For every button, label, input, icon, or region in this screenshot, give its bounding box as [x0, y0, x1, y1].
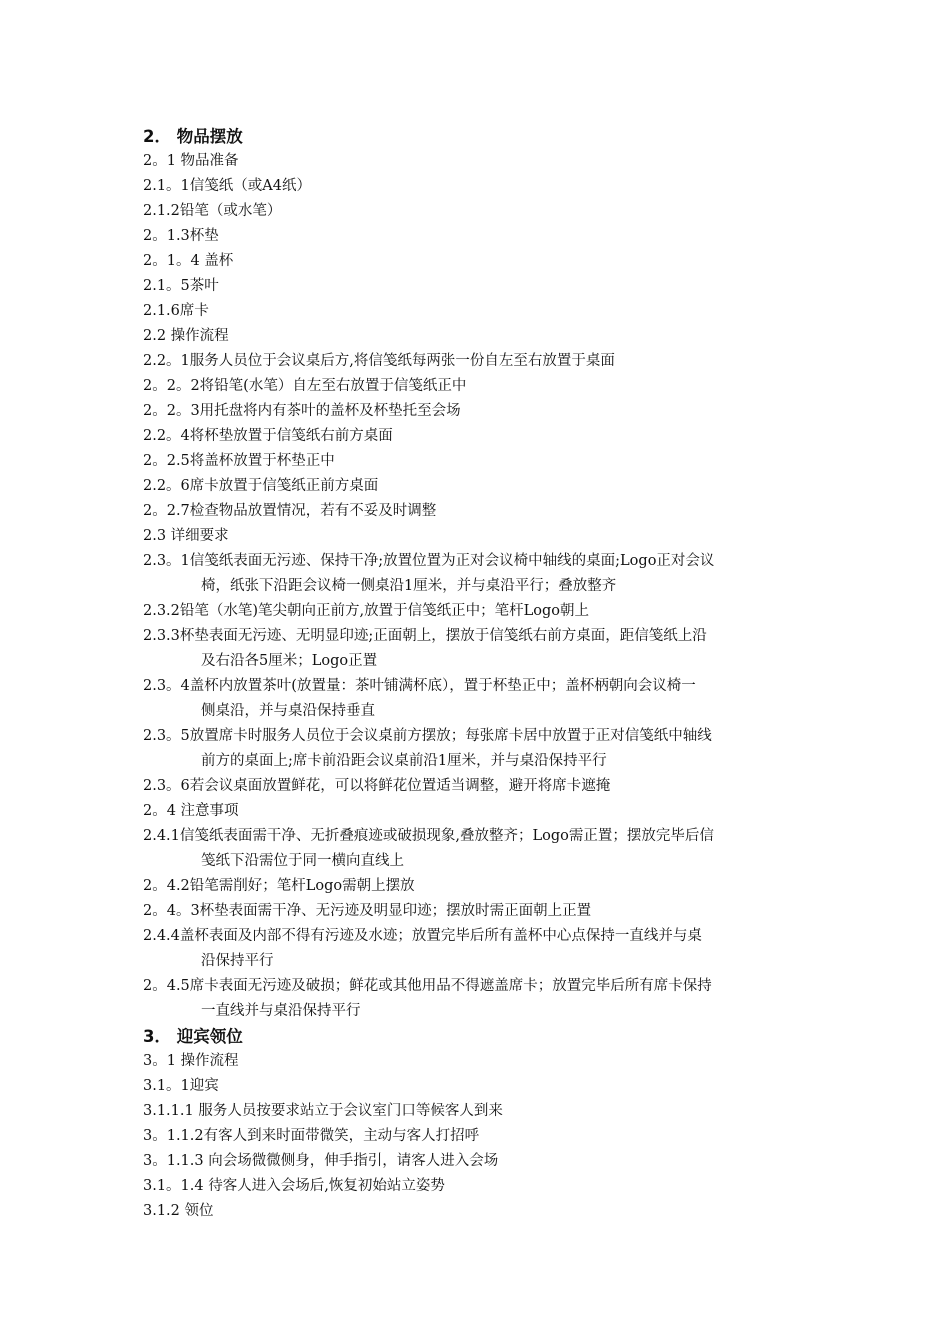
text-line: 3.1.1.1 服务人员按要求站立于会议室门口等候客人到来 [143, 1103, 503, 1119]
text-line: 3.1。1迎宾 [143, 1078, 219, 1094]
document-body [143, 124, 815, 1224]
text-line: 2.1。1信笺纸（或A4纸） [143, 178, 311, 194]
text-line: 2.1.2铅笔（或水笔） [143, 203, 282, 219]
text-line: 2.2。6席卡放置于信笺纸正前方桌面 [143, 478, 379, 494]
text-line: 3。1 操作流程 [143, 1053, 239, 1069]
text-line: 2.3 详细要求 [143, 528, 229, 544]
text-line: 2.4.1信笺纸表面需干净、无折叠痕迹或破损现象,叠放整齐；Logo需正置；摆放完毕后信 [143, 828, 714, 844]
text-line-continuation: 侧桌沿，并与桌沿保持垂直 [201, 703, 375, 719]
text-line: 2.3。5放置席卡时服务人员位于会议桌前方摆放；每张席卡居中放置于正对信笺纸中轴线 [143, 728, 712, 744]
text-line-continuation: 前方的桌面上;席卡前沿距会议桌前沿1厘米，并与桌沿保持平行 [201, 753, 607, 769]
text-line: 3.1.2 领位 [143, 1203, 214, 1219]
text-line: 2.2。4将杯垫放置于信笺纸右前方桌面 [143, 428, 393, 444]
text-line: 3。1.1.3 向会场微微侧身，伸手指引，请客人进入会场 [143, 1153, 499, 1169]
text-line: 2。4.5席卡表面无污迹及破损；鲜花或其他用品不得遮盖席卡；放置完毕后所有席卡保持 [143, 978, 712, 994]
text-line: 2。2。3用托盘将内有茶叶的盖杯及杯垫托至会场 [143, 403, 461, 419]
section-heading: 2． 物品摆放 [143, 127, 243, 146]
section-heading: 3． 迎宾领位 [143, 1027, 243, 1046]
text-line-continuation: 及右沿各5厘米；Logo正置 [201, 653, 378, 669]
text-line: 2。2.5将盖杯放置于杯垫正中 [143, 453, 335, 469]
text-line: 3。1.1.2有客人到来时面带微笑，主动与客人打招呼 [143, 1128, 480, 1144]
text-line: 2。1 物品准备 [143, 153, 239, 169]
text-line: 2。1。4 盖杯 [143, 253, 234, 269]
text-line: 3.1。1.4 待客人进入会场后,恢复初始站立姿势 [143, 1178, 445, 1194]
text-line: 2.3。1信笺纸表面无污迹、保持干净;放置位置为正对会议椅中轴线的桌面;Logo正对会议 [143, 553, 715, 569]
text-line: 2.1。5茶叶 [143, 278, 219, 294]
text-line: 2。4。3杯垫表面需干净、无污迹及明显印迹；摆放时需正面朝上正置 [143, 903, 592, 919]
text-line: 2。4 注意事项 [143, 803, 239, 819]
text-line: 2.3。4盖杯内放置茶叶(放置量：茶叶铺满杯底），置于杯垫正中；盖杯柄朝向会议椅一 [143, 678, 696, 694]
text-line: 2.1.6席卡 [143, 303, 209, 319]
text-line: 2.3.3杯垫表面无污迹、无明显印迹;正面朝上，摆放于信笺纸右前方桌面，距信笺纸上沿 [143, 628, 707, 644]
text-line-continuation: 椅，纸张下沿距会议椅一侧桌沿1厘米，并与桌沿平行；叠放整齐 [201, 578, 617, 594]
text-line: 2。4.2铅笔需削好；笔杆Logo需朝上摆放 [143, 878, 415, 894]
text-line: 2.2 操作流程 [143, 328, 229, 344]
text-line-continuation: 笺纸下沿需位于同一横向直线上 [201, 853, 404, 869]
text-line-continuation: 一直线并与桌沿保持平行 [201, 1003, 361, 1019]
text-line: 2.3。6若会议桌面放置鲜花，可以将鲜花位置适当调整，避开将席卡遮掩 [143, 778, 611, 794]
text-line: 2.4.4盖杯表面及内部不得有污迹及水迹；放置完毕后所有盖杯中心点保持一直线并与桌 [143, 928, 702, 944]
text-line-continuation: 沿保持平行 [201, 953, 274, 969]
text-line: 2。2.7检查物品放置情况，若有不妥及时调整 [143, 503, 437, 519]
text-line: 2。2。2将铅笔(水笔）自左至右放置于信笺纸正中 [143, 378, 467, 394]
text-line: 2。1.3杯垫 [143, 228, 219, 244]
text-line: 2.3.2铅笔（水笔)笔尖朝向正前方,放置于信笺纸正中；笔杆Logo朝上 [143, 603, 590, 619]
text-line: 2.2。1服务人员位于会议桌后方,将信笺纸每两张一份自左至右放置于桌面 [143, 353, 615, 369]
